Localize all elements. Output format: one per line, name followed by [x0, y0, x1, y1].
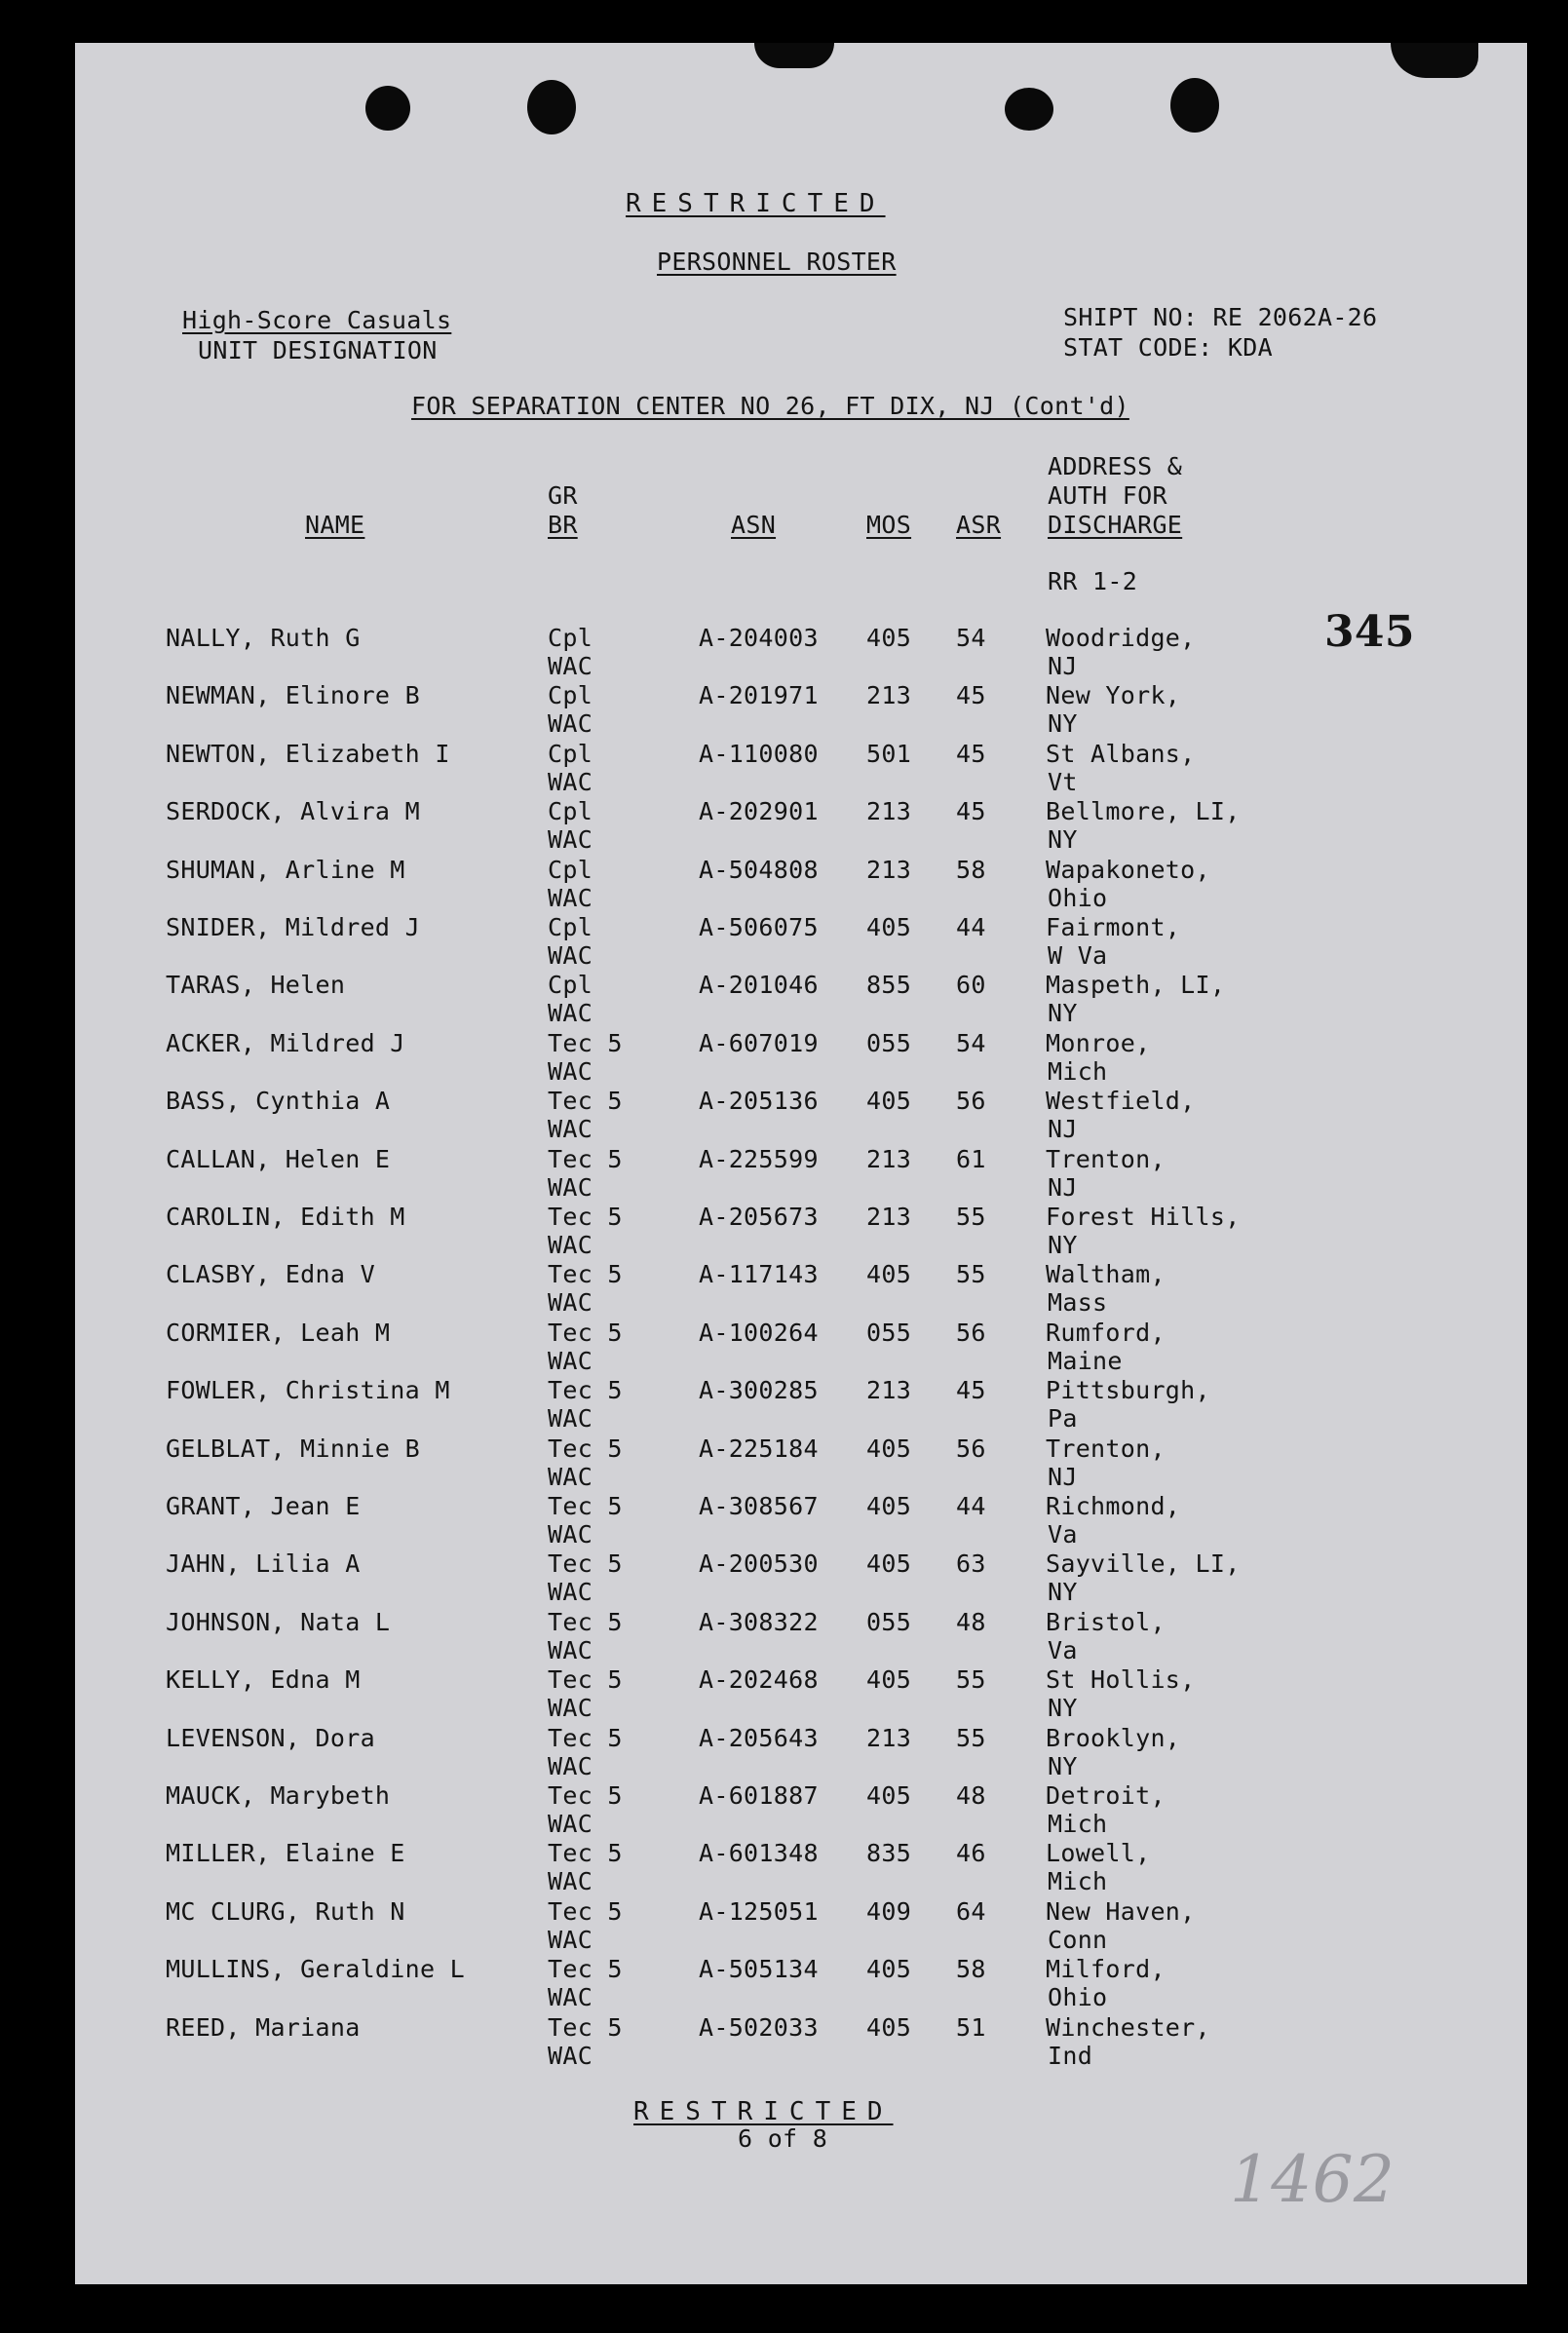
- page-of-count: 6 of 8: [738, 2124, 828, 2153]
- col-header-branch: BR: [548, 511, 578, 539]
- cell-branch: WAC: [548, 1288, 593, 1318]
- cell-mos: 213: [866, 855, 912, 884]
- col-header-grade: GR: [548, 481, 578, 510]
- cell-grade: Tec 5: [548, 1434, 623, 1463]
- cell-asn: A-601887: [699, 1781, 819, 1810]
- cell-state: NY: [1048, 709, 1078, 739]
- cell-city: Brooklyn,: [1046, 1723, 1181, 1752]
- cell-grade: Cpl: [548, 971, 593, 1000]
- cell-mos: 405: [866, 1665, 912, 1695]
- cell-mos: 055: [866, 1318, 912, 1347]
- cell-name: SNIDER, Mildred J: [166, 913, 420, 941]
- cell-city: New Haven,: [1046, 1896, 1196, 1926]
- cell-branch: WAC: [548, 1983, 593, 2012]
- cell-city: Forest Hills,: [1046, 1203, 1241, 1231]
- cell-city: St Albans,: [1046, 739, 1196, 768]
- cell-state: NY: [1048, 999, 1078, 1028]
- col-header-address-2: AUTH FOR: [1048, 481, 1167, 510]
- cell-city: Woodridge,: [1046, 624, 1196, 652]
- cell-grade: Tec 5: [548, 1203, 623, 1231]
- cell-asn: A-225184: [699, 1434, 819, 1463]
- cell-name: NALLY, Ruth G: [166, 624, 361, 652]
- cell-asn: A-504808: [699, 855, 819, 884]
- cell-mos: 835: [866, 1839, 912, 1868]
- cell-mos: 213: [866, 1144, 912, 1173]
- cell-city: Richmond,: [1046, 1492, 1181, 1520]
- cell-grade: Cpl: [548, 624, 593, 652]
- cell-asr: 44: [956, 913, 986, 941]
- cell-grade: Cpl: [548, 855, 593, 884]
- cell-city: Sayville, LI,: [1046, 1549, 1241, 1579]
- cell-grade: Cpl: [548, 681, 593, 710]
- cell-asr: 45: [956, 797, 986, 826]
- cell-city: New York,: [1046, 681, 1181, 710]
- cell-mos: 501: [866, 739, 912, 768]
- cell-name: JAHN, Lilia A: [166, 1549, 361, 1579]
- cell-asr: 55: [956, 1203, 986, 1231]
- stat-code: STAT CODE: KDA: [1063, 333, 1273, 362]
- cell-city: Rumford,: [1046, 1318, 1166, 1347]
- cell-asr: 60: [956, 971, 986, 1000]
- cell-state: NJ: [1048, 652, 1078, 680]
- cell-state: NY: [1048, 1231, 1078, 1259]
- cell-grade: Tec 5: [548, 1723, 623, 1752]
- col-header-address-3: DISCHARGE: [1048, 511, 1183, 539]
- cell-state: NJ: [1048, 1172, 1078, 1202]
- cell-branch: WAC: [548, 1172, 593, 1202]
- cell-branch: WAC: [548, 652, 593, 680]
- cell-name: MULLINS, Geraldine L: [166, 1955, 466, 1984]
- cell-city: Maspeth, LI,: [1046, 971, 1226, 1000]
- cell-mos: 405: [866, 1260, 912, 1289]
- unit-designation-label: UNIT DESIGNATION: [198, 336, 438, 364]
- cell-mos: 213: [866, 681, 912, 710]
- cell-city: Trenton,: [1046, 1434, 1166, 1463]
- cell-asn: A-205673: [699, 1203, 819, 1231]
- cell-asr: 44: [956, 1492, 986, 1520]
- cell-asn: A-202468: [699, 1665, 819, 1695]
- cell-branch: WAC: [548, 1462, 593, 1491]
- cell-grade: Tec 5: [548, 1028, 623, 1057]
- cell-branch: WAC: [548, 1635, 593, 1664]
- cell-state: Pa: [1048, 1404, 1078, 1434]
- cell-asn: A-204003: [699, 624, 819, 652]
- cell-state: Ohio: [1048, 883, 1108, 912]
- cell-branch: WAC: [548, 1520, 593, 1549]
- cell-name: CORMIER, Leah M: [166, 1318, 391, 1347]
- cell-asr: 45: [956, 1376, 986, 1405]
- cell-city: Fairmont,: [1046, 913, 1181, 941]
- cell-branch: WAC: [548, 883, 593, 912]
- cell-city: Waltham,: [1046, 1260, 1166, 1289]
- cell-branch: WAC: [548, 709, 593, 739]
- cell-mos: 213: [866, 1723, 912, 1752]
- col-header-name: NAME: [305, 511, 365, 539]
- cell-asn: A-201971: [699, 681, 819, 710]
- cell-name: MAUCK, Marybeth: [166, 1781, 391, 1810]
- cell-state: Conn: [1048, 1925, 1108, 1954]
- cell-name: CALLAN, Helen E: [166, 1144, 391, 1173]
- cell-name: CLASBY, Edna V: [166, 1260, 375, 1289]
- cell-branch: WAC: [548, 1810, 593, 1838]
- cell-branch: WAC: [548, 941, 593, 970]
- cell-city: Pittsburgh,: [1046, 1376, 1210, 1405]
- cell-grade: Tec 5: [548, 1087, 623, 1116]
- cell-state: NY: [1048, 825, 1078, 855]
- cell-grade: Tec 5: [548, 1607, 623, 1636]
- cell-state: NY: [1048, 1694, 1078, 1723]
- cell-asr: 55: [956, 1665, 986, 1695]
- roster-page: [75, 43, 1527, 2284]
- cell-asr: 56: [956, 1434, 986, 1463]
- cell-asn: A-225599: [699, 1144, 819, 1173]
- cell-mos: 055: [866, 1028, 912, 1057]
- cell-name: NEWTON, Elizabeth I: [166, 739, 450, 768]
- cell-name: KELLY, Edna M: [166, 1665, 361, 1695]
- cell-state: Va: [1048, 1520, 1078, 1549]
- cell-city: St Hollis,: [1046, 1665, 1196, 1695]
- torn-edge: [1391, 43, 1478, 78]
- cell-asr: 45: [956, 739, 986, 768]
- cell-asr: 48: [956, 1781, 986, 1810]
- shipment-number: SHIPT NO: RE 2062A-26: [1063, 303, 1378, 331]
- cell-grade: Tec 5: [548, 2012, 623, 2042]
- classification-header: RESTRICTED: [626, 189, 886, 218]
- cell-asr: 61: [956, 1144, 986, 1173]
- cell-grade: Tec 5: [548, 1376, 623, 1405]
- cell-asr: 56: [956, 1087, 986, 1116]
- cell-asn: A-601348: [699, 1839, 819, 1868]
- cell-branch: WAC: [548, 1404, 593, 1434]
- punch-hole: [365, 86, 410, 131]
- pencil-mark: 1462: [1230, 2142, 1396, 2217]
- cell-state: Ohio: [1048, 1983, 1108, 2012]
- cell-branch: WAC: [548, 1231, 593, 1259]
- cell-name: GELBLAT, Minnie B: [166, 1434, 420, 1463]
- cell-name: NEWMAN, Elinore B: [166, 681, 420, 710]
- cell-mos: 405: [866, 1781, 912, 1810]
- cell-state: NJ: [1048, 1462, 1078, 1491]
- cell-grade: Tec 5: [548, 1839, 623, 1868]
- cell-mos: 213: [866, 1376, 912, 1405]
- cell-grade: Tec 5: [548, 1144, 623, 1173]
- torn-edge: [754, 43, 834, 68]
- punch-hole: [1005, 88, 1053, 131]
- cell-state: NY: [1048, 1751, 1078, 1780]
- cell-asn: A-308567: [699, 1492, 819, 1520]
- cell-mos: 855: [866, 971, 912, 1000]
- cell-branch: WAC: [548, 825, 593, 855]
- cell-mos: 405: [866, 1492, 912, 1520]
- cell-name: LEVENSON, Dora: [166, 1723, 375, 1752]
- roster-title: PERSONNEL ROSTER: [657, 248, 897, 276]
- cell-state: Mass: [1048, 1288, 1108, 1318]
- cell-grade: Cpl: [548, 913, 593, 941]
- cell-city: Bellmore, LI,: [1046, 797, 1241, 826]
- cell-asr: 58: [956, 855, 986, 884]
- cell-asr: 46: [956, 1839, 986, 1868]
- destination-line: FOR SEPARATION CENTER NO 26, FT DIX, NJ (Cont'd): [411, 392, 1129, 420]
- cell-state: Mich: [1048, 1810, 1108, 1838]
- cell-asr: 48: [956, 1607, 986, 1636]
- authority-for-discharge: RR 1-2: [1048, 567, 1138, 595]
- cell-city: Winchester,: [1046, 2012, 1210, 2042]
- cell-asn: A-205643: [699, 1723, 819, 1752]
- cell-name: JOHNSON, Nata L: [166, 1607, 391, 1636]
- cell-asn: A-205136: [699, 1087, 819, 1116]
- cell-branch: WAC: [548, 1346, 593, 1375]
- cell-branch: WAC: [548, 1694, 593, 1723]
- cell-mos: 213: [866, 1203, 912, 1231]
- cell-grade: Tec 5: [548, 1665, 623, 1695]
- col-header-asr: ASR: [956, 511, 1002, 539]
- cell-city: Bristol,: [1046, 1607, 1166, 1636]
- cell-name: GRANT, Jean E: [166, 1492, 361, 1520]
- cell-branch: WAC: [548, 1578, 593, 1607]
- cell-name: CAROLIN, Edith M: [166, 1203, 405, 1231]
- cell-city: Wapakoneto,: [1046, 855, 1210, 884]
- cell-name: BASS, Cynthia A: [166, 1087, 391, 1116]
- cell-name: ACKER, Mildred J: [166, 1028, 405, 1057]
- cell-state: W Va: [1048, 941, 1108, 970]
- cell-city: Lowell,: [1046, 1839, 1151, 1868]
- cell-state: Mich: [1048, 1867, 1108, 1896]
- punch-hole: [1170, 78, 1219, 133]
- cell-name: TARAS, Helen: [166, 971, 346, 1000]
- cell-branch: WAC: [548, 1867, 593, 1896]
- cell-branch: WAC: [548, 1115, 593, 1144]
- cell-city: Westfield,: [1046, 1087, 1196, 1116]
- cell-mos: 409: [866, 1896, 912, 1926]
- cell-mos: 405: [866, 1549, 912, 1579]
- classification-footer: RESTRICTED: [633, 2097, 894, 2126]
- cell-branch: WAC: [548, 2041, 593, 2070]
- cell-grade: Cpl: [548, 797, 593, 826]
- cell-state: NJ: [1048, 1115, 1078, 1144]
- cell-name: MC CLURG, Ruth N: [166, 1896, 405, 1926]
- cell-branch: WAC: [548, 1925, 593, 1954]
- cell-asn: A-506075: [699, 913, 819, 941]
- cell-mos: 213: [866, 797, 912, 826]
- unit-name: High-Score Casuals: [182, 306, 452, 334]
- page-stamp-number: 345: [1324, 607, 1415, 657]
- cell-name: REED, Mariana: [166, 2012, 361, 2042]
- cell-name: SHUMAN, Arline M: [166, 855, 405, 884]
- cell-branch: WAC: [548, 999, 593, 1028]
- cell-city: Milford,: [1046, 1955, 1166, 1984]
- cell-grade: Tec 5: [548, 1549, 623, 1579]
- cell-asn: A-110080: [699, 739, 819, 768]
- cell-mos: 055: [866, 1607, 912, 1636]
- cell-asr: 54: [956, 1028, 986, 1057]
- cell-grade: Tec 5: [548, 1492, 623, 1520]
- cell-state: Vt: [1048, 767, 1078, 796]
- cell-asn: A-202901: [699, 797, 819, 826]
- cell-grade: Tec 5: [548, 1896, 623, 1926]
- cell-state: Ind: [1048, 2041, 1093, 2070]
- cell-asr: 55: [956, 1260, 986, 1289]
- cell-asn: A-308322: [699, 1607, 819, 1636]
- cell-asr: 63: [956, 1549, 986, 1579]
- cell-name: SERDOCK, Alvira M: [166, 797, 420, 826]
- cell-state: Maine: [1048, 1346, 1123, 1375]
- cell-asr: 51: [956, 2012, 986, 2042]
- cell-asn: A-125051: [699, 1896, 819, 1926]
- cell-grade: Tec 5: [548, 1260, 623, 1289]
- cell-asn: A-117143: [699, 1260, 819, 1289]
- cell-grade: Tec 5: [548, 1955, 623, 1984]
- cell-state: NY: [1048, 1578, 1078, 1607]
- cell-mos: 405: [866, 913, 912, 941]
- col-header-mos: MOS: [866, 511, 912, 539]
- cell-asn: A-300285: [699, 1376, 819, 1405]
- cell-asn: A-607019: [699, 1028, 819, 1057]
- cell-name: MILLER, Elaine E: [166, 1839, 405, 1868]
- cell-asn: A-502033: [699, 2012, 819, 2042]
- cell-grade: Tec 5: [548, 1781, 623, 1810]
- cell-branch: WAC: [548, 1056, 593, 1086]
- cell-grade: Tec 5: [548, 1318, 623, 1347]
- cell-asr: 55: [956, 1723, 986, 1752]
- cell-mos: 405: [866, 2012, 912, 2042]
- cell-mos: 405: [866, 1087, 912, 1116]
- col-header-asn: ASN: [731, 511, 777, 539]
- cell-asr: 45: [956, 681, 986, 710]
- cell-mos: 405: [866, 1434, 912, 1463]
- cell-asr: 56: [956, 1318, 986, 1347]
- cell-state: Va: [1048, 1635, 1078, 1664]
- punch-hole: [527, 80, 576, 134]
- cell-city: Detroit,: [1046, 1781, 1166, 1810]
- col-header-address-1: ADDRESS &: [1048, 452, 1183, 480]
- cell-asr: 64: [956, 1896, 986, 1926]
- cell-grade: Cpl: [548, 739, 593, 768]
- cell-asn: A-200530: [699, 1549, 819, 1579]
- cell-asn: A-201046: [699, 971, 819, 1000]
- cell-city: Monroe,: [1046, 1028, 1151, 1057]
- cell-branch: WAC: [548, 1751, 593, 1780]
- cell-name: FOWLER, Christina M: [166, 1376, 450, 1405]
- cell-state: Mich: [1048, 1056, 1108, 1086]
- cell-city: Trenton,: [1046, 1144, 1166, 1173]
- cell-asr: 58: [956, 1955, 986, 1984]
- cell-asr: 54: [956, 624, 986, 652]
- cell-mos: 405: [866, 624, 912, 652]
- cell-asn: A-100264: [699, 1318, 819, 1347]
- cell-asn: A-505134: [699, 1955, 819, 1984]
- cell-mos: 405: [866, 1955, 912, 1984]
- cell-branch: WAC: [548, 767, 593, 796]
